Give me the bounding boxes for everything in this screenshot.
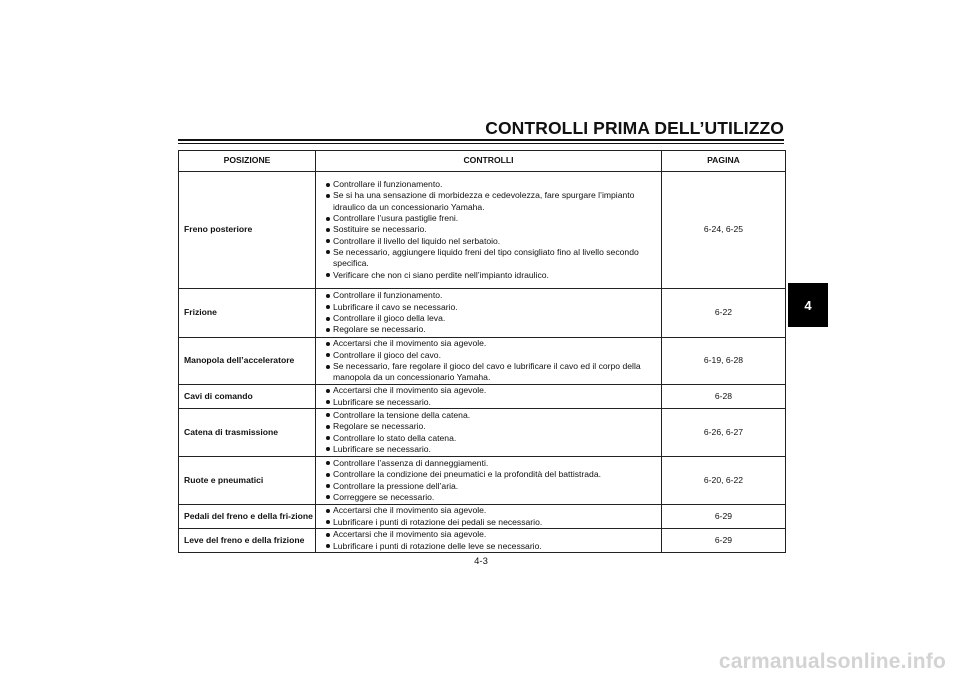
table-header-row [179, 151, 786, 172]
check-item: Verificare che non ci siano perdite nell’impianto idraulico. [326, 270, 655, 281]
check-item: Se necessario, aggiungere liquido freni del tipo consigliato fino al livello secondo specifica. [326, 247, 655, 270]
table-row [179, 457, 786, 505]
check-item: Correggere se necessario. [326, 492, 655, 503]
row-pages: 6-29 [662, 505, 786, 529]
check-item: Controllare il livello del liquido nel serbatoio. [326, 236, 655, 247]
check-item: Controllare la condizione dei pneumatici e la profondità del battistrada. [326, 469, 655, 480]
row-position: Catena di trasmissione [179, 409, 316, 457]
row-position: Freno posteriore [179, 172, 316, 289]
row-pages: 6-28 [662, 385, 786, 409]
check-item: Controllare la tensione della catena. [326, 410, 655, 421]
check-item: Lubrificare se necessario. [326, 397, 655, 408]
check-item: Controllare l’assenza di danneggiamenti. [326, 458, 655, 469]
check-item: Regolare se necessario. [326, 421, 655, 432]
check-item: Accertarsi che il movimento sia agevole. [326, 338, 655, 349]
column-header-page: PAGINA [662, 151, 786, 172]
title-rule-thick [178, 139, 784, 141]
row-checks [316, 457, 662, 505]
table-row [179, 172, 786, 289]
row-checks [316, 289, 662, 338]
row-pages: 6-22 [662, 289, 786, 338]
check-item: Lubrificare il cavo se necessario. [326, 302, 655, 313]
row-pages: 6-24, 6-25 [662, 172, 786, 289]
check-item: Lubrificare se necessario. [326, 444, 655, 455]
table-row [179, 338, 786, 385]
row-pages: 6-19, 6-28 [662, 338, 786, 385]
check-item: Lubrificare i punti di rotazione dei pedali se necessario. [326, 517, 655, 528]
check-item: Accertarsi che il movimento sia agevole. [326, 385, 655, 396]
row-position: Frizione [179, 289, 316, 338]
check-item: Regolare se necessario. [326, 324, 655, 335]
row-position: Pedali del freno e della fri-zione [179, 505, 316, 529]
column-header-position: POSIZIONE [179, 151, 316, 172]
check-item: Accertarsi che il movimento sia agevole. [326, 529, 655, 540]
row-checks [316, 338, 662, 385]
table-row [179, 409, 786, 457]
check-item: Sostituire se necessario. [326, 224, 655, 235]
row-checks [316, 385, 662, 409]
check-item: Controllare il funzionamento. [326, 179, 655, 190]
row-position: Leve del freno e della frizione [179, 529, 316, 553]
check-item: Controllare l’usura pastiglie freni. [326, 213, 655, 224]
table-row [179, 385, 786, 409]
check-item: Se necessario, fare regolare il gioco del cavo e lubrificare il cavo ed il corpo della manopola da un concessionario Yamaha. [326, 361, 655, 384]
pre-operation-checks-table [178, 150, 786, 553]
table-row [179, 529, 786, 553]
row-pages: 6-29 [662, 529, 786, 553]
table-row [179, 505, 786, 529]
page-number: 4-3 [474, 556, 488, 567]
row-checks [316, 505, 662, 529]
check-item: Accertarsi che il movimento sia agevole. [326, 505, 655, 516]
page-title: CONTROLLI PRIMA DELL’UTILIZZO [485, 118, 784, 138]
row-position: Manopola dell’acceleratore [179, 338, 316, 385]
row-pages: 6-26, 6-27 [662, 409, 786, 457]
check-item: Se si ha una sensazione di morbidezza e cedevolezza, fare spurgare l’impianto idraulico da un concessionario Yamaha. [326, 190, 655, 213]
row-checks [316, 172, 662, 289]
chapter-tab: 4 [788, 283, 828, 327]
check-item: Controllare il gioco della leva. [326, 313, 655, 324]
row-pages: 6-20, 6-22 [662, 457, 786, 505]
check-item: Controllare la pressione dell’aria. [326, 481, 655, 492]
check-item: Controllare il gioco del cavo. [326, 350, 655, 361]
row-checks [316, 409, 662, 457]
watermark: carmanualsonline.info [718, 650, 946, 673]
table-row [179, 289, 786, 338]
check-item: Controllare il funzionamento. [326, 290, 655, 301]
column-header-checks: CONTROLLI [316, 151, 662, 172]
row-checks [316, 529, 662, 553]
check-item: Lubrificare i punti di rotazione delle leve se necessario. [326, 541, 655, 552]
row-position: Cavi di comando [179, 385, 316, 409]
title-rule-thin [178, 143, 784, 144]
row-position: Ruote e pneumatici [179, 457, 316, 505]
check-item: Controllare lo stato della catena. [326, 433, 655, 444]
